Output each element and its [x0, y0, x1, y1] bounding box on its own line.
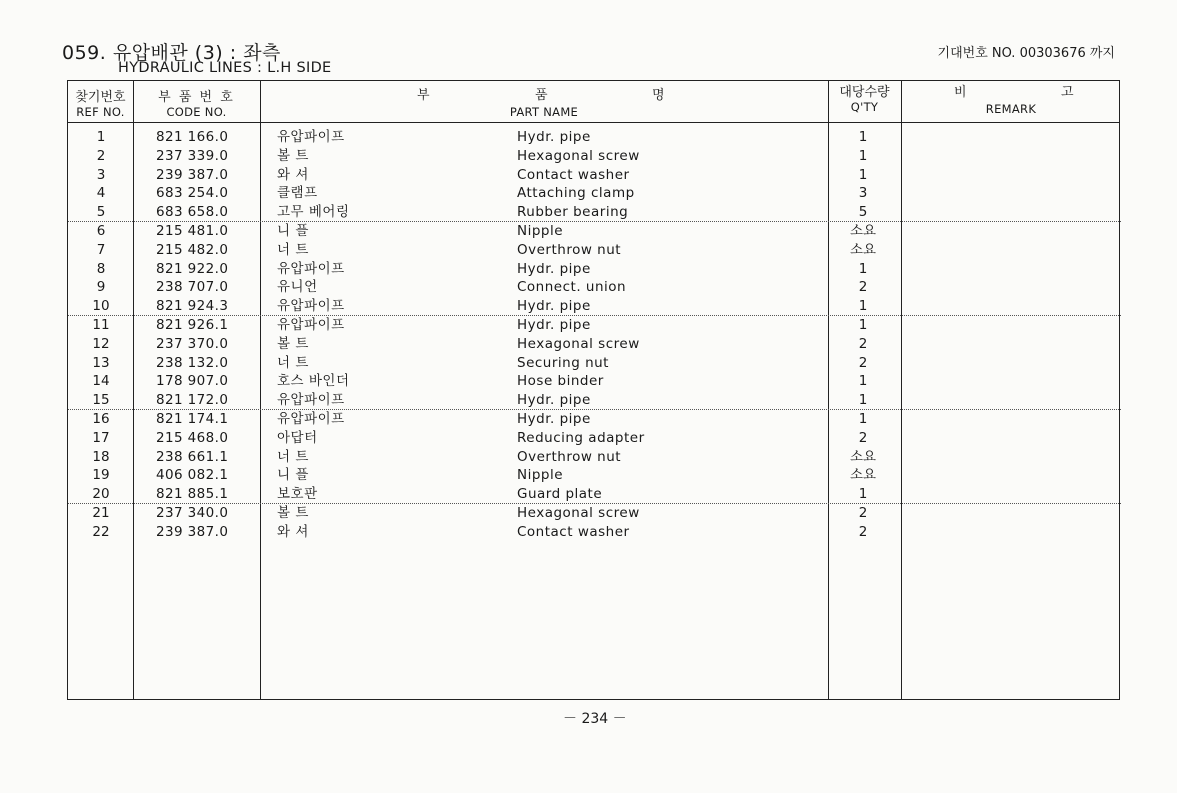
part-name-en: Hydr. pipe — [517, 411, 591, 427]
part-name-kr: 클램프 — [277, 185, 318, 202]
table-row — [68, 297, 1121, 316]
table-row — [68, 372, 1121, 391]
table-row — [68, 166, 1121, 185]
quantity: 1 — [858, 392, 868, 409]
quantity: 소요 — [849, 467, 877, 484]
quantity: 1 — [858, 147, 868, 164]
code-no: 821 172.0 — [156, 392, 229, 409]
code-no: 237 340.0 — [156, 505, 229, 521]
ref-no: 6 — [96, 223, 106, 239]
quantity: 1 — [858, 260, 868, 277]
table-row — [68, 147, 1121, 166]
quantity: 소요 — [849, 241, 877, 258]
header-remark-en: REMARK — [985, 102, 1037, 116]
table-row — [68, 278, 1121, 297]
quantity: 2 — [858, 335, 868, 352]
header-part — [260, 88, 828, 120]
group-separator — [68, 409, 1121, 410]
table-row — [68, 391, 1121, 410]
part-name-kr: 니 플 — [277, 467, 309, 484]
header-code — [133, 90, 260, 120]
part-name-en: Guard plate — [517, 486, 603, 503]
code-no: 821 166.0 — [156, 129, 229, 145]
part-name-en: Contact washer — [517, 523, 630, 540]
code-no: 215 468.0 — [156, 429, 229, 446]
part-name-en: Overthrow nut — [517, 241, 622, 258]
part-name-kr: 볼 트 — [277, 505, 309, 521]
quantity: 2 — [858, 279, 868, 296]
ref-no: 14 — [92, 373, 110, 390]
part-name-en: Hydr. pipe — [517, 317, 591, 333]
part-name-en: Hexagonal screw — [517, 505, 640, 521]
ref-no: 3 — [96, 166, 106, 183]
page-subtitle: HYDRAULIC LINES : L.H SIDE — [118, 60, 332, 76]
header-remark-kr-1: 비 — [954, 85, 967, 100]
ref-no: 8 — [96, 260, 106, 277]
header-ref-en: REF NO. — [76, 105, 125, 119]
code-no: 821 924.3 — [156, 298, 229, 315]
part-name-kr: 고무 베어링 — [277, 204, 350, 221]
quantity: 소요 — [849, 223, 877, 239]
table-row — [68, 448, 1121, 467]
part-name-kr: 아답터 — [277, 429, 318, 446]
part-name-kr: 볼 트 — [277, 147, 309, 164]
code-no: 238 132.0 — [156, 354, 229, 371]
group-separator — [68, 315, 1121, 316]
quantity: 1 — [858, 129, 868, 145]
header-ref-kr: 찾기번호 — [75, 90, 126, 105]
table-row — [68, 466, 1121, 485]
code-no: 683 254.0 — [156, 185, 229, 202]
header-part-kr-1: 부 — [417, 88, 430, 103]
quantity: 2 — [858, 523, 868, 540]
part-name-kr: 볼 트 — [277, 335, 309, 352]
part-name-en: Attaching clamp — [517, 185, 635, 202]
ref-no: 12 — [92, 335, 110, 352]
quantity: 1 — [858, 411, 868, 427]
part-name-en: Hydr. pipe — [517, 260, 591, 277]
part-name-en: Hydr. pipe — [517, 392, 591, 409]
table-row — [68, 184, 1121, 203]
part-name-en: Reducing adapter — [517, 429, 645, 446]
quantity: 2 — [858, 354, 868, 371]
ref-no: 7 — [96, 241, 106, 258]
code-no: 821 922.0 — [156, 260, 229, 277]
part-name-kr: 너 트 — [277, 354, 309, 371]
ref-no: 15 — [92, 392, 110, 409]
table-row — [68, 128, 1121, 147]
ref-no: 5 — [96, 204, 106, 221]
part-name-en: Hydr. pipe — [517, 298, 591, 315]
ref-no: 10 — [92, 298, 110, 315]
part-name-en: Connect. union — [517, 279, 627, 296]
serial-range: 기대번호 NO. 00303676 까지 — [937, 46, 1115, 61]
quantity: 1 — [858, 298, 868, 315]
quantity: 2 — [858, 505, 868, 521]
part-name-kr: 유압파이프 — [277, 411, 345, 427]
header-qty — [828, 85, 901, 115]
part-name-en: Hexagonal screw — [517, 335, 640, 352]
page-title: 059. 유압배관 (3) : 좌측 — [62, 42, 281, 64]
part-name-en: Hexagonal screw — [517, 147, 640, 164]
quantity: 소요 — [849, 448, 877, 465]
ref-no: 11 — [92, 317, 110, 333]
part-name-en: Rubber bearing — [517, 204, 629, 221]
part-name-kr: 너 트 — [277, 448, 309, 465]
code-no: 238 707.0 — [156, 279, 229, 296]
part-name-kr: 유니언 — [277, 279, 318, 296]
code-no: 821 174.1 — [156, 411, 229, 427]
ref-no: 13 — [92, 354, 110, 371]
code-no: 683 658.0 — [156, 204, 229, 221]
code-no: 178 907.0 — [156, 373, 229, 390]
ref-no: 20 — [92, 486, 110, 503]
quantity: 1 — [858, 317, 868, 333]
code-no: 215 481.0 — [156, 223, 229, 239]
part-name-kr: 와 셔 — [277, 523, 309, 540]
part-name-kr: 유압파이프 — [277, 129, 345, 145]
table-row — [68, 485, 1121, 504]
header-remark — [901, 85, 1121, 117]
table-row — [68, 203, 1121, 222]
part-name-kr: 보호판 — [277, 486, 318, 503]
header-ref — [68, 90, 133, 120]
part-name-kr: 너 트 — [277, 241, 309, 258]
ref-no: 17 — [92, 429, 110, 446]
group-separator — [68, 503, 1121, 504]
part-name-en: Overthrow nut — [517, 448, 622, 465]
header-divider — [68, 122, 1119, 123]
quantity: 1 — [858, 166, 868, 183]
ref-no: 16 — [92, 411, 110, 427]
quantity: 2 — [858, 429, 868, 446]
code-no: 237 339.0 — [156, 147, 229, 164]
quantity: 1 — [858, 486, 868, 503]
table-row — [68, 222, 1121, 241]
table-row — [68, 410, 1121, 429]
page-number: － 234 － — [563, 711, 627, 727]
part-name-kr: 호스 바인더 — [277, 373, 350, 390]
code-no: 239 387.0 — [156, 166, 229, 183]
table-row — [68, 241, 1121, 260]
ref-no: 21 — [92, 505, 110, 521]
code-no: 821 885.1 — [156, 486, 229, 503]
header-qty-en: Q'TY — [850, 100, 879, 114]
header-part-en: PART NAME — [509, 105, 579, 119]
table-row — [68, 335, 1121, 354]
code-no: 238 661.1 — [156, 448, 229, 465]
table-row — [68, 316, 1121, 335]
part-name-kr: 와 셔 — [277, 166, 309, 183]
table-row — [68, 354, 1121, 373]
part-name-kr: 유압파이프 — [277, 392, 345, 409]
table-row — [68, 523, 1121, 542]
part-name-kr: 유압파이프 — [277, 260, 345, 277]
ref-no: 4 — [96, 185, 106, 202]
header-remark-kr-2: 고 — [1061, 85, 1074, 100]
code-no: 237 370.0 — [156, 335, 229, 352]
part-name-en: Contact washer — [517, 166, 630, 183]
quantity: 1 — [858, 373, 868, 390]
ref-no: 1 — [96, 129, 106, 145]
part-name-kr: 유압파이프 — [277, 317, 345, 333]
header-qty-kr: 대당수량 — [839, 85, 890, 100]
part-name-kr: 유압파이프 — [277, 298, 345, 315]
quantity: 3 — [858, 185, 868, 202]
part-name-kr: 니 플 — [277, 223, 309, 239]
ref-no: 18 — [92, 448, 110, 465]
table-row — [68, 260, 1121, 279]
part-name-en: Hydr. pipe — [517, 129, 591, 145]
code-no: 406 082.1 — [156, 467, 229, 484]
table-row — [68, 504, 1121, 523]
header-part-kr-3: 명 — [652, 88, 665, 103]
header-part-kr-2: 품 — [535, 88, 548, 103]
header-code-en: CODE NO. — [166, 105, 227, 119]
code-no: 215 482.0 — [156, 241, 229, 258]
code-no: 239 387.0 — [156, 523, 229, 540]
ref-no: 22 — [92, 523, 110, 540]
part-name-en: Securing nut — [517, 354, 609, 371]
group-separator — [68, 221, 1121, 222]
header-code-kr: 부 품 번 호 — [158, 90, 235, 105]
part-name-en: Nipple — [517, 223, 564, 239]
part-name-en: Hose binder — [517, 373, 604, 390]
ref-no: 9 — [96, 279, 106, 296]
code-no: 821 926.1 — [156, 317, 229, 333]
ref-no: 19 — [92, 467, 110, 484]
ref-no: 2 — [96, 147, 106, 164]
parts-table — [67, 80, 1120, 700]
part-name-en: Nipple — [517, 467, 564, 484]
table-row — [68, 429, 1121, 448]
quantity: 5 — [858, 204, 868, 221]
